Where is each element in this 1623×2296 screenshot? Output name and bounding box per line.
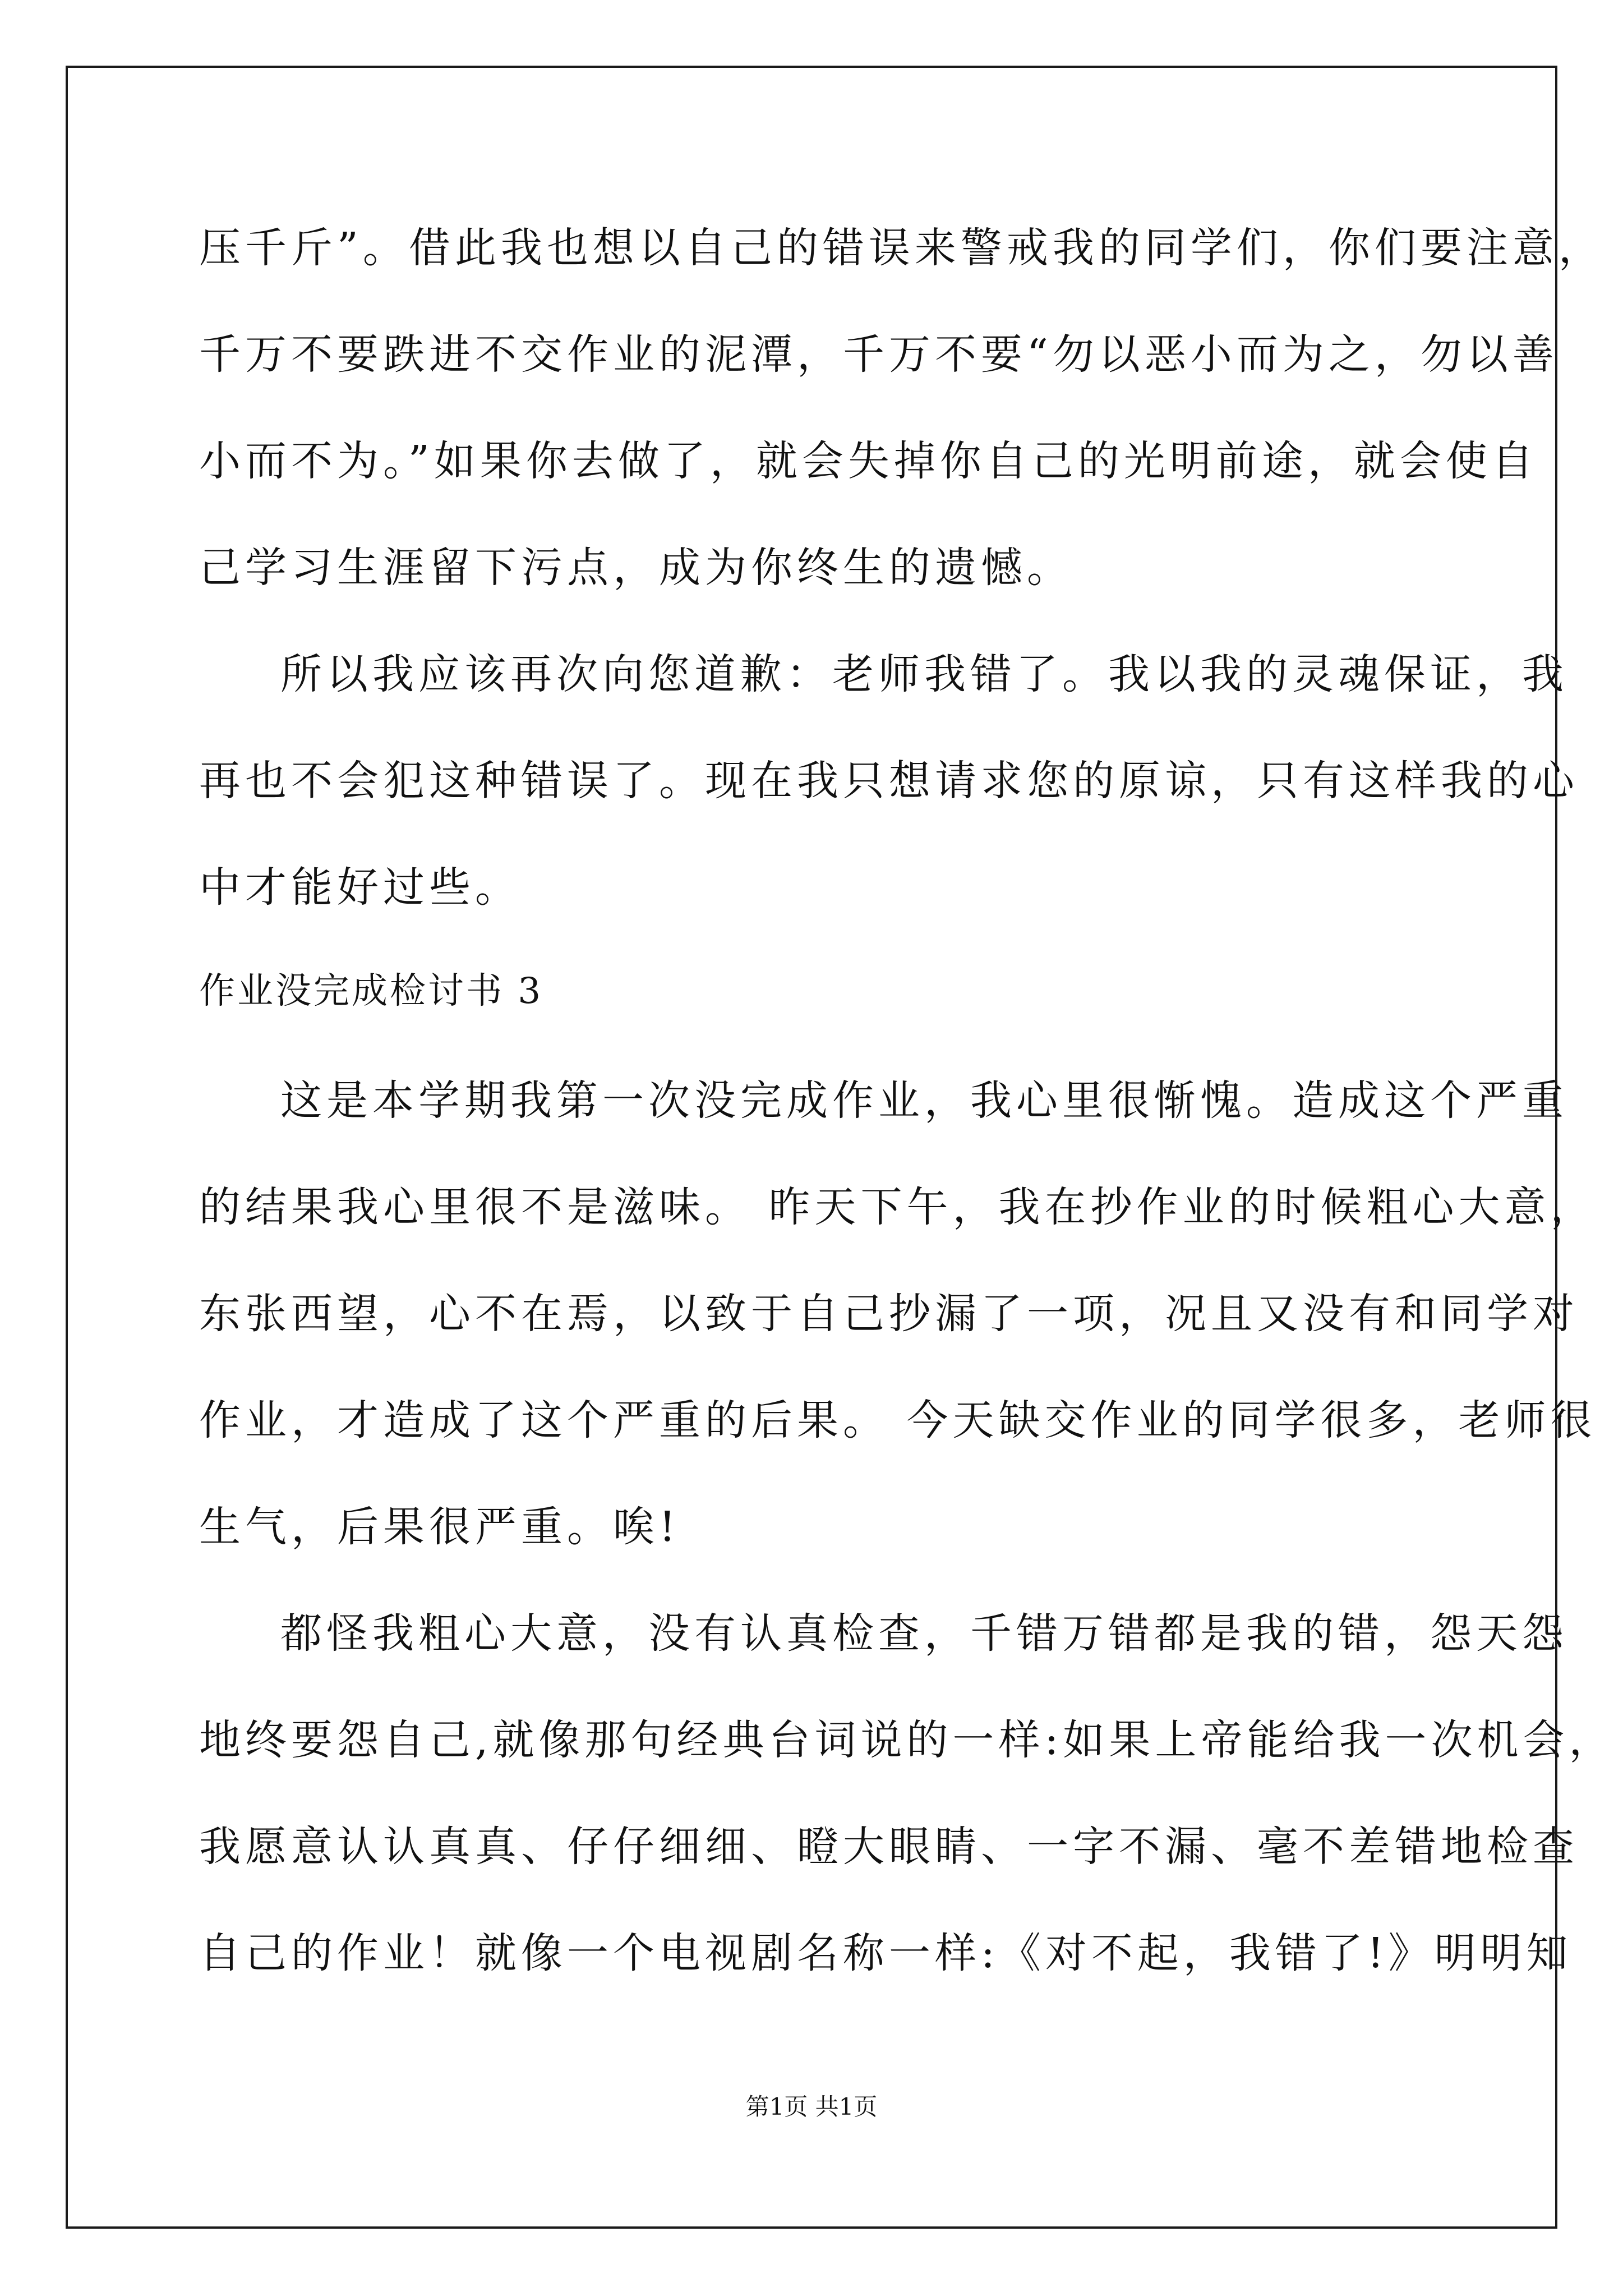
paragraph-start-line: 所以我应该再次向您道歉：老师我错了。我以我的灵魂保证，我 [280,650,1568,698]
page-footer: 第1页 共1页 [745,2093,878,2120]
text-line: 作业，才造成了这个严重的后果。 今天缺交作业的同学很多，老师很 [199,1396,1597,1444]
text-line: 的结果我心里很不是滋味。 昨天下午，我在抄作业的时候粗心大意， [199,1183,1597,1231]
text-line: 地终要怨自己,就像那句经典台词说的一样:如果上帝能给我一次机会， [199,1716,1615,1764]
text-line: 东张西望，心不在焉，以致于自己抄漏了一项，况且又没有和同学对 [199,1290,1579,1338]
text-line: 己学习生涯留下污点，成为你终生的遗憾。 [199,544,1073,592]
text-line: 自己的作业！就像一个电视剧名称一样:《对不起，我错了!》明明知 [199,1929,1573,1977]
section-heading: 作业没完成检讨书 3 [199,970,543,1012]
paragraph-start-line: 这是本学期我第一次没完成作业，我心里很惭愧。造成这个严重 [280,1076,1568,1125]
text-line: 压千斤”。借此我也想以自己的错误来警戒我的同学们，你们要注意， [199,224,1604,272]
page-border [66,66,1557,2229]
text-line: 我愿意认认真真、仔仔细细、瞪大眼睛、一字不漏、毫不差错地检查 [199,1823,1579,1871]
text-line: 中才能好过些。 [199,863,521,912]
text-line: 再也不会犯这种错误了。现在我只想请求您的原谅，只有这样我的心 [199,757,1579,805]
paragraph-start-line: 都怪我粗心大意，没有认真检查，千错万错都是我的错，怨天怨 [280,1609,1568,1658]
text-line: 小而不为。”如果你去做了，就会失掉你自己的光明前途，就会使自 [199,437,1538,485]
text-line: 千万不要跌进不交作业的泥潭，千万不要“勿以恶小而为之，勿以善 [199,330,1559,379]
text-line: 生气，后果很严重。唉! [199,1503,680,1551]
